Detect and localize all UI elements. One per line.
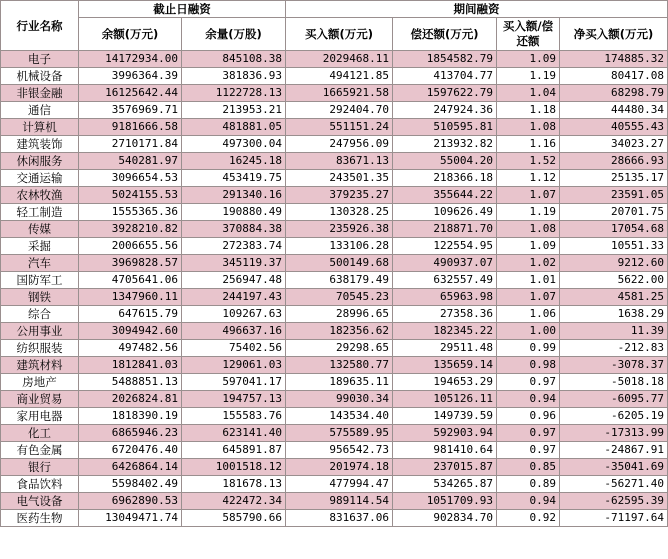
cell-volume: 190880.49 — [182, 204, 286, 221]
cell-buy-repay-ratio: 1.01 — [497, 272, 560, 289]
cell-buy-repay-ratio: 1.04 — [497, 85, 560, 102]
cell-balance: 5024155.53 — [79, 187, 182, 204]
cell-buy-repay-ratio: 1.16 — [497, 136, 560, 153]
cell-buy-amount: 83671.13 — [286, 153, 393, 170]
cell-industry-name: 银行 — [1, 459, 79, 476]
table-header — [1, 1, 668, 51]
cell-net-buy: 23591.05 — [560, 187, 668, 204]
cell-volume: 181678.13 — [182, 476, 286, 493]
table-row — [1, 493, 668, 510]
cell-net-buy: -56271.40 — [560, 476, 668, 493]
cell-balance: 3928210.82 — [79, 221, 182, 238]
cell-industry-name: 非银金融 — [1, 85, 79, 102]
cell-balance: 3096654.53 — [79, 170, 182, 187]
cell-volume: 597041.17 — [182, 374, 286, 391]
table-row — [1, 425, 668, 442]
cell-buy-amount: 189635.11 — [286, 374, 393, 391]
header-volume: 余量(万股) — [182, 18, 286, 51]
cell-buy-amount: 132580.77 — [286, 357, 393, 374]
cell-balance: 5598402.49 — [79, 476, 182, 493]
header-group-end-of-period: 截止日融资 — [79, 1, 286, 18]
cell-volume: 291340.16 — [182, 187, 286, 204]
cell-balance: 3996364.39 — [79, 68, 182, 85]
cell-repay-amount: 490937.07 — [393, 255, 497, 272]
cell-buy-repay-ratio: 1.08 — [497, 119, 560, 136]
cell-balance: 3576969.71 — [79, 102, 182, 119]
cell-buy-repay-ratio: 0.94 — [497, 493, 560, 510]
cell-balance: 6962890.53 — [79, 493, 182, 510]
cell-buy-repay-ratio: 1.00 — [497, 323, 560, 340]
cell-balance: 16125642.44 — [79, 85, 182, 102]
table-row — [1, 289, 668, 306]
cell-net-buy: -62595.39 — [560, 493, 668, 510]
cell-volume: 1001518.12 — [182, 459, 286, 476]
cell-volume: 244197.43 — [182, 289, 286, 306]
header-sub-row — [1, 18, 668, 51]
cell-balance: 6720476.40 — [79, 442, 182, 459]
cell-buy-amount: 551151.24 — [286, 119, 393, 136]
cell-balance: 540281.97 — [79, 153, 182, 170]
cell-buy-repay-ratio: 1.18 — [497, 102, 560, 119]
cell-volume: 481881.05 — [182, 119, 286, 136]
cell-industry-name: 纺织服装 — [1, 340, 79, 357]
cell-net-buy: 34023.27 — [560, 136, 668, 153]
cell-repay-amount: 135659.14 — [393, 357, 497, 374]
cell-buy-amount: 638179.49 — [286, 272, 393, 289]
cell-volume: 381836.93 — [182, 68, 286, 85]
cell-industry-name: 电子 — [1, 51, 79, 68]
cell-repay-amount: 1854582.79 — [393, 51, 497, 68]
table-row — [1, 187, 668, 204]
cell-industry-name: 休闲服务 — [1, 153, 79, 170]
cell-buy-repay-ratio: 1.09 — [497, 238, 560, 255]
cell-industry-name: 建筑材料 — [1, 357, 79, 374]
cell-industry-name: 家用电器 — [1, 408, 79, 425]
cell-balance: 13049471.74 — [79, 510, 182, 527]
cell-industry-name: 商业贸易 — [1, 391, 79, 408]
cell-net-buy: 1638.29 — [560, 306, 668, 323]
cell-industry-name: 传媒 — [1, 221, 79, 238]
cell-net-buy: -6095.77 — [560, 391, 668, 408]
cell-repay-amount: 149739.59 — [393, 408, 497, 425]
cell-industry-name: 有色金属 — [1, 442, 79, 459]
table-row — [1, 221, 668, 238]
cell-buy-repay-ratio: 1.09 — [497, 51, 560, 68]
cell-buy-repay-ratio: 0.99 — [497, 340, 560, 357]
table-row — [1, 85, 668, 102]
cell-buy-repay-ratio: 0.97 — [497, 374, 560, 391]
cell-volume: 845108.38 — [182, 51, 286, 68]
cell-repay-amount: 194653.29 — [393, 374, 497, 391]
cell-repay-amount: 29511.48 — [393, 340, 497, 357]
table-row — [1, 102, 668, 119]
header-net-buy: 净买入额(万元) — [560, 18, 668, 51]
table-body — [1, 51, 668, 527]
cell-repay-amount: 534265.87 — [393, 476, 497, 493]
table-row — [1, 255, 668, 272]
cell-repay-amount: 1597622.79 — [393, 85, 497, 102]
cell-industry-name: 交通运输 — [1, 170, 79, 187]
table-row — [1, 459, 668, 476]
cell-buy-repay-ratio: 1.19 — [497, 204, 560, 221]
table-row — [1, 476, 668, 493]
cell-buy-amount: 243501.35 — [286, 170, 393, 187]
cell-balance: 9181666.58 — [79, 119, 182, 136]
table-row — [1, 238, 668, 255]
table-row — [1, 374, 668, 391]
cell-buy-amount: 70545.23 — [286, 289, 393, 306]
cell-net-buy: -24867.91 — [560, 442, 668, 459]
cell-net-buy: 4581.25 — [560, 289, 668, 306]
cell-balance: 5488851.13 — [79, 374, 182, 391]
cell-buy-amount: 989114.54 — [286, 493, 393, 510]
cell-net-buy: 25135.17 — [560, 170, 668, 187]
cell-net-buy: 20701.75 — [560, 204, 668, 221]
cell-industry-name: 汽车 — [1, 255, 79, 272]
table-row — [1, 272, 668, 289]
cell-repay-amount: 1051709.93 — [393, 493, 497, 510]
cell-volume: 497300.04 — [182, 136, 286, 153]
table-row — [1, 68, 668, 85]
cell-buy-repay-ratio: 0.89 — [497, 476, 560, 493]
table-row — [1, 119, 668, 136]
cell-repay-amount: 237015.87 — [393, 459, 497, 476]
cell-volume: 272383.74 — [182, 238, 286, 255]
cell-buy-amount: 182356.62 — [286, 323, 393, 340]
cell-volume: 155583.76 — [182, 408, 286, 425]
cell-industry-name: 采掘 — [1, 238, 79, 255]
table-row — [1, 136, 668, 153]
cell-repay-amount: 632557.49 — [393, 272, 497, 289]
cell-repay-amount: 213932.82 — [393, 136, 497, 153]
cell-industry-name: 化工 — [1, 425, 79, 442]
cell-buy-repay-ratio: 0.85 — [497, 459, 560, 476]
cell-net-buy: -5018.18 — [560, 374, 668, 391]
cell-repay-amount: 109626.49 — [393, 204, 497, 221]
table-row — [1, 408, 668, 425]
cell-net-buy: -3078.37 — [560, 357, 668, 374]
cell-industry-name: 轻工制造 — [1, 204, 79, 221]
table-row — [1, 391, 668, 408]
cell-buy-repay-ratio: 0.98 — [497, 357, 560, 374]
cell-net-buy: 10551.33 — [560, 238, 668, 255]
table-row — [1, 323, 668, 340]
cell-balance: 3969828.57 — [79, 255, 182, 272]
cell-balance: 1812841.03 — [79, 357, 182, 374]
cell-buy-amount: 130328.25 — [286, 204, 393, 221]
cell-buy-amount: 956542.73 — [286, 442, 393, 459]
cell-industry-name: 医药生物 — [1, 510, 79, 527]
cell-industry-name: 计算机 — [1, 119, 79, 136]
cell-buy-amount: 1665921.58 — [286, 85, 393, 102]
cell-buy-repay-ratio: 0.97 — [497, 425, 560, 442]
cell-industry-name: 建筑装饰 — [1, 136, 79, 153]
cell-net-buy: 17054.68 — [560, 221, 668, 238]
cell-volume: 496637.16 — [182, 323, 286, 340]
cell-buy-amount: 500149.68 — [286, 255, 393, 272]
cell-repay-amount: 247924.36 — [393, 102, 497, 119]
cell-net-buy: 9212.60 — [560, 255, 668, 272]
table-row — [1, 170, 668, 187]
cell-buy-amount: 831637.06 — [286, 510, 393, 527]
cell-net-buy: -35041.69 — [560, 459, 668, 476]
header-buy-repay-ratio: 买入额/偿还额 — [497, 18, 560, 51]
cell-buy-amount: 477994.47 — [286, 476, 393, 493]
cell-net-buy: 5622.00 — [560, 272, 668, 289]
cell-repay-amount: 902834.70 — [393, 510, 497, 527]
cell-volume: 623141.40 — [182, 425, 286, 442]
cell-buy-repay-ratio: 1.19 — [497, 68, 560, 85]
cell-volume: 345119.37 — [182, 255, 286, 272]
cell-buy-repay-ratio: 0.97 — [497, 442, 560, 459]
header-group-period: 期间融资 — [286, 1, 668, 18]
cell-net-buy: 11.39 — [560, 323, 668, 340]
cell-buy-amount: 379235.27 — [286, 187, 393, 204]
cell-repay-amount: 218366.18 — [393, 170, 497, 187]
cell-volume: 453419.75 — [182, 170, 286, 187]
cell-net-buy: 40555.43 — [560, 119, 668, 136]
cell-repay-amount: 218871.70 — [393, 221, 497, 238]
cell-buy-repay-ratio: 1.02 — [497, 255, 560, 272]
cell-balance: 1347960.11 — [79, 289, 182, 306]
cell-balance: 1818390.19 — [79, 408, 182, 425]
cell-buy-amount: 292404.70 — [286, 102, 393, 119]
cell-balance: 647615.79 — [79, 306, 182, 323]
cell-balance: 6865946.23 — [79, 425, 182, 442]
cell-net-buy: 68298.79 — [560, 85, 668, 102]
cell-net-buy: -6205.19 — [560, 408, 668, 425]
cell-repay-amount: 105126.11 — [393, 391, 497, 408]
cell-buy-repay-ratio: 0.92 — [497, 510, 560, 527]
cell-buy-amount: 99030.34 — [286, 391, 393, 408]
cell-balance: 14172934.00 — [79, 51, 182, 68]
cell-volume: 109267.63 — [182, 306, 286, 323]
cell-industry-name: 食品饮料 — [1, 476, 79, 493]
header-buy-amount: 买入额(万元) — [286, 18, 393, 51]
cell-buy-repay-ratio: 1.07 — [497, 187, 560, 204]
cell-repay-amount: 510595.81 — [393, 119, 497, 136]
cell-buy-repay-ratio: 0.96 — [497, 408, 560, 425]
cell-buy-repay-ratio: 1.08 — [497, 221, 560, 238]
cell-buy-repay-ratio: 0.94 — [497, 391, 560, 408]
cell-buy-amount: 2029468.11 — [286, 51, 393, 68]
cell-balance: 6426864.14 — [79, 459, 182, 476]
cell-volume: 129061.03 — [182, 357, 286, 374]
cell-buy-repay-ratio: 1.06 — [497, 306, 560, 323]
cell-industry-name: 房地产 — [1, 374, 79, 391]
cell-repay-amount: 122554.95 — [393, 238, 497, 255]
cell-repay-amount: 27358.36 — [393, 306, 497, 323]
cell-industry-name: 机械设备 — [1, 68, 79, 85]
cell-net-buy: 80417.08 — [560, 68, 668, 85]
cell-volume: 370884.38 — [182, 221, 286, 238]
cell-balance: 2006655.56 — [79, 238, 182, 255]
cell-net-buy: 44480.34 — [560, 102, 668, 119]
cell-balance: 2026824.81 — [79, 391, 182, 408]
cell-buy-repay-ratio: 1.12 — [497, 170, 560, 187]
cell-industry-name: 综合 — [1, 306, 79, 323]
table-row — [1, 357, 668, 374]
cell-repay-amount: 592903.94 — [393, 425, 497, 442]
header-industry-name: 行业名称 — [1, 1, 79, 51]
cell-volume: 16245.18 — [182, 153, 286, 170]
cell-industry-name: 国防军工 — [1, 272, 79, 289]
cell-volume: 645891.87 — [182, 442, 286, 459]
cell-industry-name: 农林牧渔 — [1, 187, 79, 204]
header-group-row — [1, 1, 668, 18]
table-row — [1, 51, 668, 68]
cell-volume: 585790.66 — [182, 510, 286, 527]
cell-volume: 422472.34 — [182, 493, 286, 510]
cell-volume: 1122728.13 — [182, 85, 286, 102]
cell-balance: 497482.56 — [79, 340, 182, 357]
cell-buy-amount: 575589.95 — [286, 425, 393, 442]
cell-net-buy: 28666.93 — [560, 153, 668, 170]
cell-industry-name: 钢铁 — [1, 289, 79, 306]
cell-repay-amount: 355644.22 — [393, 187, 497, 204]
cell-volume: 194757.13 — [182, 391, 286, 408]
cell-industry-name: 通信 — [1, 102, 79, 119]
cell-repay-amount: 981410.64 — [393, 442, 497, 459]
cell-buy-amount: 28996.65 — [286, 306, 393, 323]
cell-buy-amount: 494121.85 — [286, 68, 393, 85]
table-row — [1, 153, 668, 170]
header-repay-amount: 偿还额(万元) — [393, 18, 497, 51]
table-row — [1, 204, 668, 221]
cell-repay-amount: 413704.77 — [393, 68, 497, 85]
cell-buy-amount: 29298.65 — [286, 340, 393, 357]
header-balance: 余额(万元) — [79, 18, 182, 51]
cell-balance: 3094942.60 — [79, 323, 182, 340]
cell-net-buy: 174885.32 — [560, 51, 668, 68]
cell-repay-amount: 182345.22 — [393, 323, 497, 340]
cell-repay-amount: 55004.20 — [393, 153, 497, 170]
cell-balance: 1555365.36 — [79, 204, 182, 221]
cell-balance: 2710171.84 — [79, 136, 182, 153]
cell-volume: 256947.48 — [182, 272, 286, 289]
cell-volume: 213953.21 — [182, 102, 286, 119]
cell-industry-name: 电气设备 — [1, 493, 79, 510]
cell-balance: 4705641.06 — [79, 272, 182, 289]
cell-buy-amount: 235926.38 — [286, 221, 393, 238]
cell-buy-amount: 133106.28 — [286, 238, 393, 255]
cell-net-buy: -17313.99 — [560, 425, 668, 442]
table-row — [1, 442, 668, 459]
cell-industry-name: 公用事业 — [1, 323, 79, 340]
cell-buy-amount: 143534.40 — [286, 408, 393, 425]
cell-buy-repay-ratio: 1.07 — [497, 289, 560, 306]
cell-buy-repay-ratio: 1.52 — [497, 153, 560, 170]
cell-net-buy: -212.83 — [560, 340, 668, 357]
table-row — [1, 306, 668, 323]
cell-buy-amount: 201974.18 — [286, 459, 393, 476]
cell-volume: 75402.56 — [182, 340, 286, 357]
cell-net-buy: -71197.64 — [560, 510, 668, 527]
table-row — [1, 510, 668, 527]
cell-buy-amount: 247956.09 — [286, 136, 393, 153]
table-row — [1, 340, 668, 357]
cell-repay-amount: 65963.98 — [393, 289, 497, 306]
